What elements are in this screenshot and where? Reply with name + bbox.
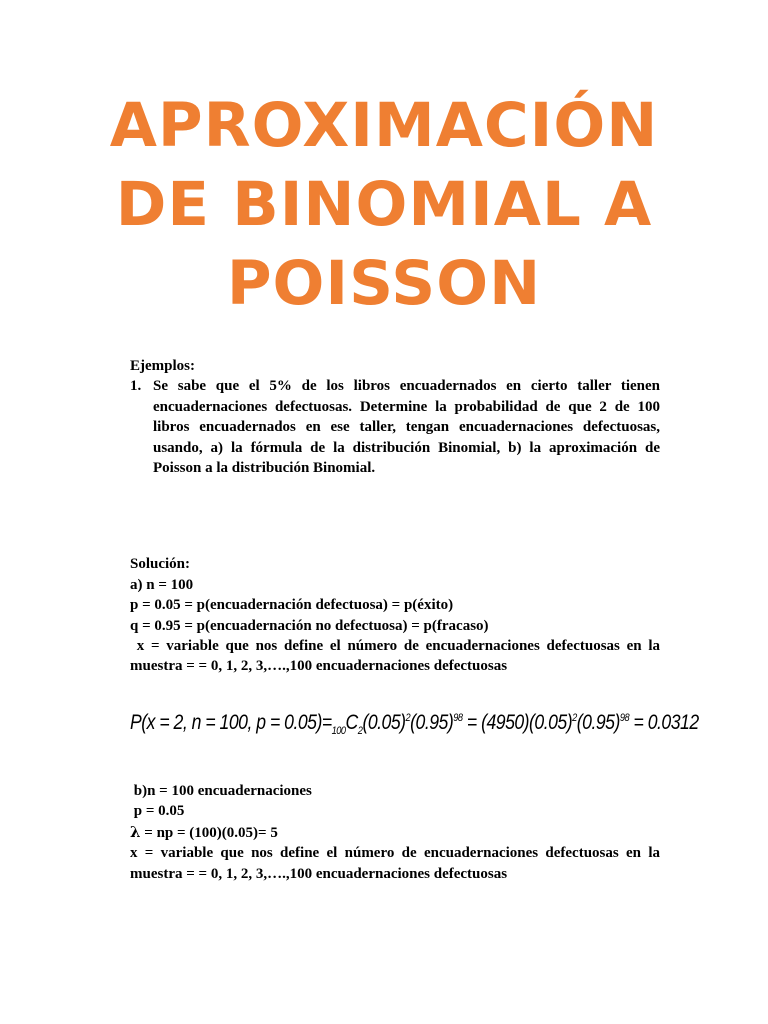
binomial-formula-block [130, 677, 699, 781]
example-item [130, 376, 660, 478]
part-b-lambda [130, 822, 660, 843]
examples-heading: Ejemplos: [130, 358, 195, 374]
binomial-formula [130, 708, 699, 742]
part-b-p: p = 0.05 [130, 803, 185, 820]
formula-mid: = (4950)(0.05) [462, 710, 573, 734]
part-a-q: q = 0.95 = p(encuadernación no defectuosa) = p(fracaso) [130, 617, 489, 634]
formula-result: = 0.0312 [629, 710, 699, 734]
formula-term2: (0.95) [410, 710, 454, 734]
formula-comb-letter: C [345, 710, 358, 734]
title-line-2: DE BINOMIAL A [115, 169, 653, 240]
formula-comb-pre: 100 [331, 725, 346, 738]
formula-lhs: P(x = 2, n = 100, p = 0.05)= [130, 710, 332, 734]
solution-heading: Solución: [130, 556, 191, 573]
example-number: 1. [130, 378, 142, 395]
formula-term3: (0.95) [576, 710, 620, 734]
part-b-n: b)n = 100 encuadernaciones [130, 782, 312, 799]
formula-comb-sub: 2 [357, 725, 363, 738]
formula-exp4: 98 [619, 711, 630, 724]
formula-exp1: 2 [405, 711, 411, 724]
title-line-3: POISSON [226, 248, 542, 319]
title-line-1: APROXIMACIÓN [109, 90, 659, 161]
document-title [0, 86, 768, 323]
lambda-symbol: λ [130, 822, 141, 841]
formula-term1: (0.05) [362, 710, 406, 734]
formula-exp2: 98 [453, 711, 463, 724]
part-b-x: x = variable que nos define el número de encuadernaciones defectuosas en la muestra = = 0, 1, 2, 3,….,100 encuadernaciones defectuosas [130, 845, 660, 882]
part-a-x: x = variable que nos define el número de encuadernaciones defectuosas en la muestra = = 0, 1, 2, 3,….,100 encuadernaciones defectuosas [130, 638, 664, 675]
formula-exp3: 2 [572, 711, 577, 724]
part-a-n: a) n = 100 [130, 576, 194, 593]
lambda-equation: = np = (100)(0.05)= 5 [140, 824, 278, 841]
part-a-p: p = 0.05 = p(encuadernación defectuosa) = p(éxito) [130, 597, 454, 614]
document-body [130, 356, 699, 884]
example-text: Se sabe que el 5% de los libros encuadernados en cierto taller tienen encuadernaciones defectuosas. Determine la probabilidad de que 2 de 100 libros encuadernados en ese taller, tengan encuadernaciones defectuosas, usando, a) la fórmula de la distribución Binomial, b) la aproximación de Poisson a la distribución Binomial. [153, 378, 660, 477]
examples-list [130, 376, 660, 478]
